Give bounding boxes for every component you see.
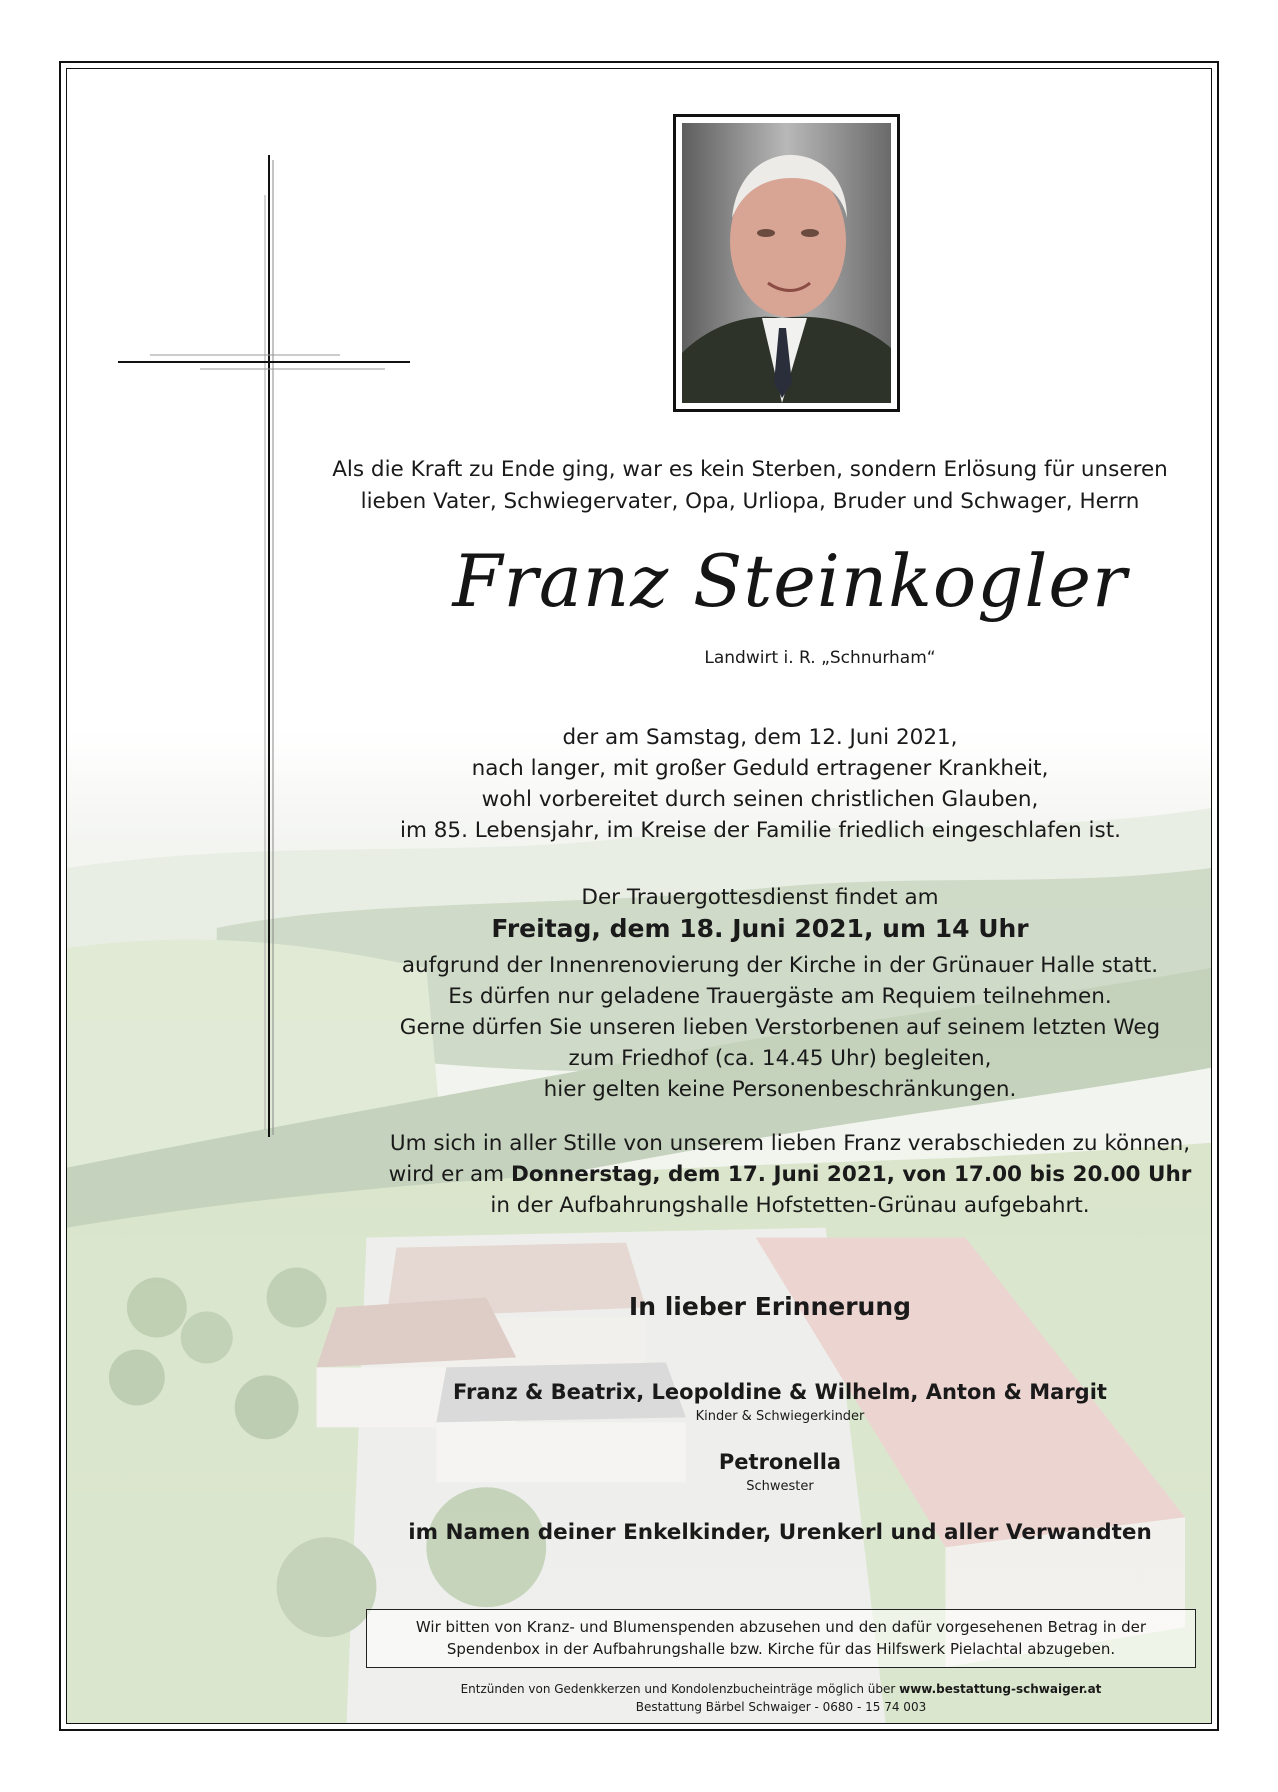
- deceased-occupation: Landwirt i. R. „Schnurham“: [704, 648, 936, 668]
- viewing-line-2-prefix: wird er am: [388, 1162, 511, 1187]
- sibling-name: Petronella: [718, 1450, 842, 1474]
- deceased-name: Franz Steinkogler: [452, 539, 1128, 623]
- viewing-line-2: [360, 1159, 1220, 1190]
- portrait-photo: [673, 114, 900, 412]
- service-details: [380, 950, 1180, 1105]
- family-names: Franz & Beatrix, Leopoldine & Wilhelm, Anton & Margit: [453, 1380, 1107, 1404]
- passing-line-2: nach langer, mit großer Geduld ertragener Krankheit,: [471, 756, 1049, 781]
- family-role: Kinder & Schwiegerkinder: [695, 1409, 865, 1424]
- viewing-date: Donnerstag, dem 17. Juni 2021, von 17.00 bis 20.00 Uhr: [510, 1162, 1192, 1187]
- service-line-4: zum Friedhof (ca. 14.45 Uhr) begleiten,: [568, 1046, 992, 1071]
- passing-line-4: im 85. Lebensjahr, im Kreise der Familie friedlich eingeschlafen ist.: [400, 818, 1121, 843]
- sibling-role: Schwester: [746, 1479, 814, 1494]
- footer-line-2: Bestattung Bärbel Schwaiger - 0680 - 15 74 003: [635, 1700, 927, 1714]
- website-link[interactable]: www.bestattung-schwaiger.at: [899, 1682, 1102, 1696]
- service-line-5: hier gelten keine Personenbeschränkungen.: [543, 1077, 1017, 1102]
- service-intro: Der Trauergottesdienst findet am: [581, 885, 939, 910]
- viewing-line-1: Um sich in aller Stille von unserem lieben Franz verabschieden zu können,: [389, 1131, 1191, 1156]
- footer: [366, 1680, 1196, 1716]
- donation-notice: [366, 1616, 1196, 1660]
- footer-line-1: [366, 1680, 1196, 1698]
- relatives-line: im Namen deiner Enkelkinder, Urenkerl und aller Verwandten: [408, 1520, 1152, 1545]
- service-line-1: aufgrund der Innenrenovierung der Kirche in der Grünauer Halle statt.: [401, 953, 1159, 978]
- service-line-2: Es dürfen nur geladene Trauergäste am Requiem teilnehmen.: [448, 984, 1112, 1009]
- notice-line-1: Wir bitten von Kranz- und Blumenspenden abzusehen und den dafür vorgesehenen Betrag in der: [415, 1618, 1147, 1636]
- footer-line-1-prefix: Entzünden von Gedenkkerzen und Kondolenzbucheinträge möglich über: [460, 1682, 900, 1696]
- passing-line-1: der am Samstag, dem 12. Juni 2021,: [562, 725, 958, 750]
- passing-line-3: wohl vorbereitet durch seinen christlichen Glauben,: [481, 787, 1039, 812]
- intro-line-2: lieben Vater, Schwiegervater, Opa, Urliopa, Bruder und Schwager, Herrn: [360, 489, 1140, 514]
- service-date: Freitag, dem 18. Juni 2021, um 14 Uhr: [491, 914, 1029, 943]
- viewing-text: [360, 1128, 1220, 1221]
- intro-text: [300, 454, 1200, 518]
- viewing-line-3: in der Aufbahrungshalle Hofstetten-Grünau aufgebahrt.: [490, 1193, 1090, 1218]
- service-line-3: Gerne dürfen Sie unseren lieben Verstorbenen auf seinem letzten Weg: [399, 1015, 1161, 1040]
- memory-title: In lieber Erinnerung: [628, 1292, 912, 1321]
- passing-text: [400, 722, 1120, 846]
- notice-line-2: Spendenbox in der Aufbahrungshalle bzw. Kirche für das Hilfswerk Pielachtal abzugeben.: [446, 1640, 1116, 1658]
- intro-line-1: Als die Kraft zu Ende ging, war es kein Sterben, sondern Erlösung für unseren: [332, 457, 1168, 482]
